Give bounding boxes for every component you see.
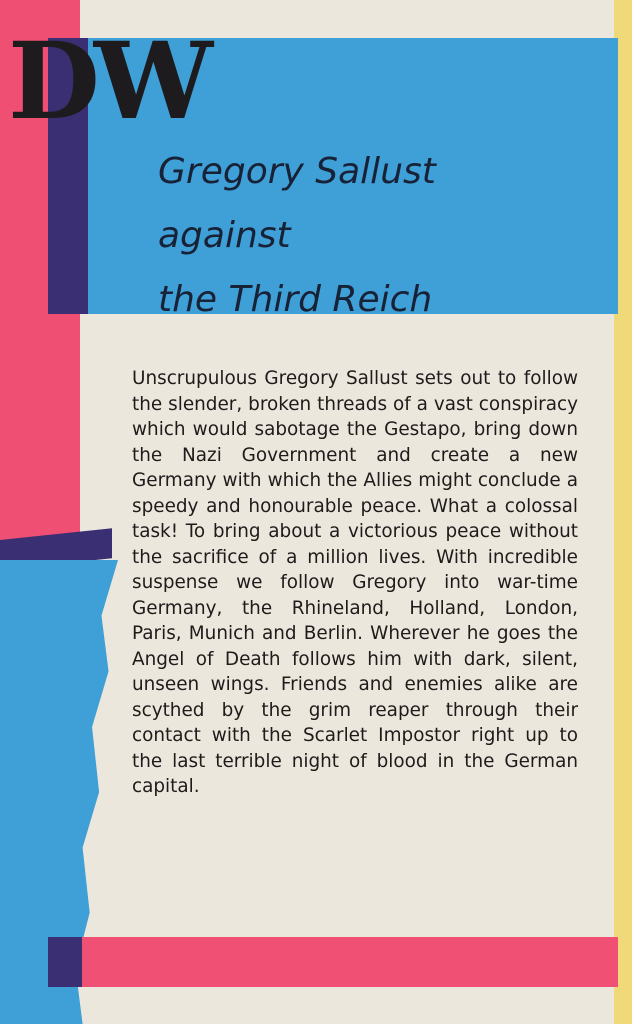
blurb-text: Unscrupulous Gregory Sallust sets out to follow the slender, broken threads of a vast conspiracy which would sabotage the Gestapo, bring down the Nazi Government and create a new Germany with which the Allies might conclude a speedy and honourable peace. What a colossal task! To bring about a victorious peace without the sacrifice of a million lives. With incredible suspense we follow Gregory into war-time Germany, the Rhineland, Holland, London, Paris, Munich and Berlin. Wherever he goes the Angel of Death follows him with dark, silent, unseen wings. Friends and enemies alike are scythed by the grim reaper through their contact with the Scarlet Impostor right up to the last terrible night of blood in the German capital. [132,368,578,797]
pink-bottom-bar [48,937,618,987]
navy-bottom-accent [48,937,82,987]
title-line-3: the Third Reich [158,279,433,320]
title-line-2: against [158,215,291,256]
book-title [158,140,598,332]
title-line-1: Gregory Sallust [158,151,436,192]
publisher-logo: DW [8,18,207,143]
